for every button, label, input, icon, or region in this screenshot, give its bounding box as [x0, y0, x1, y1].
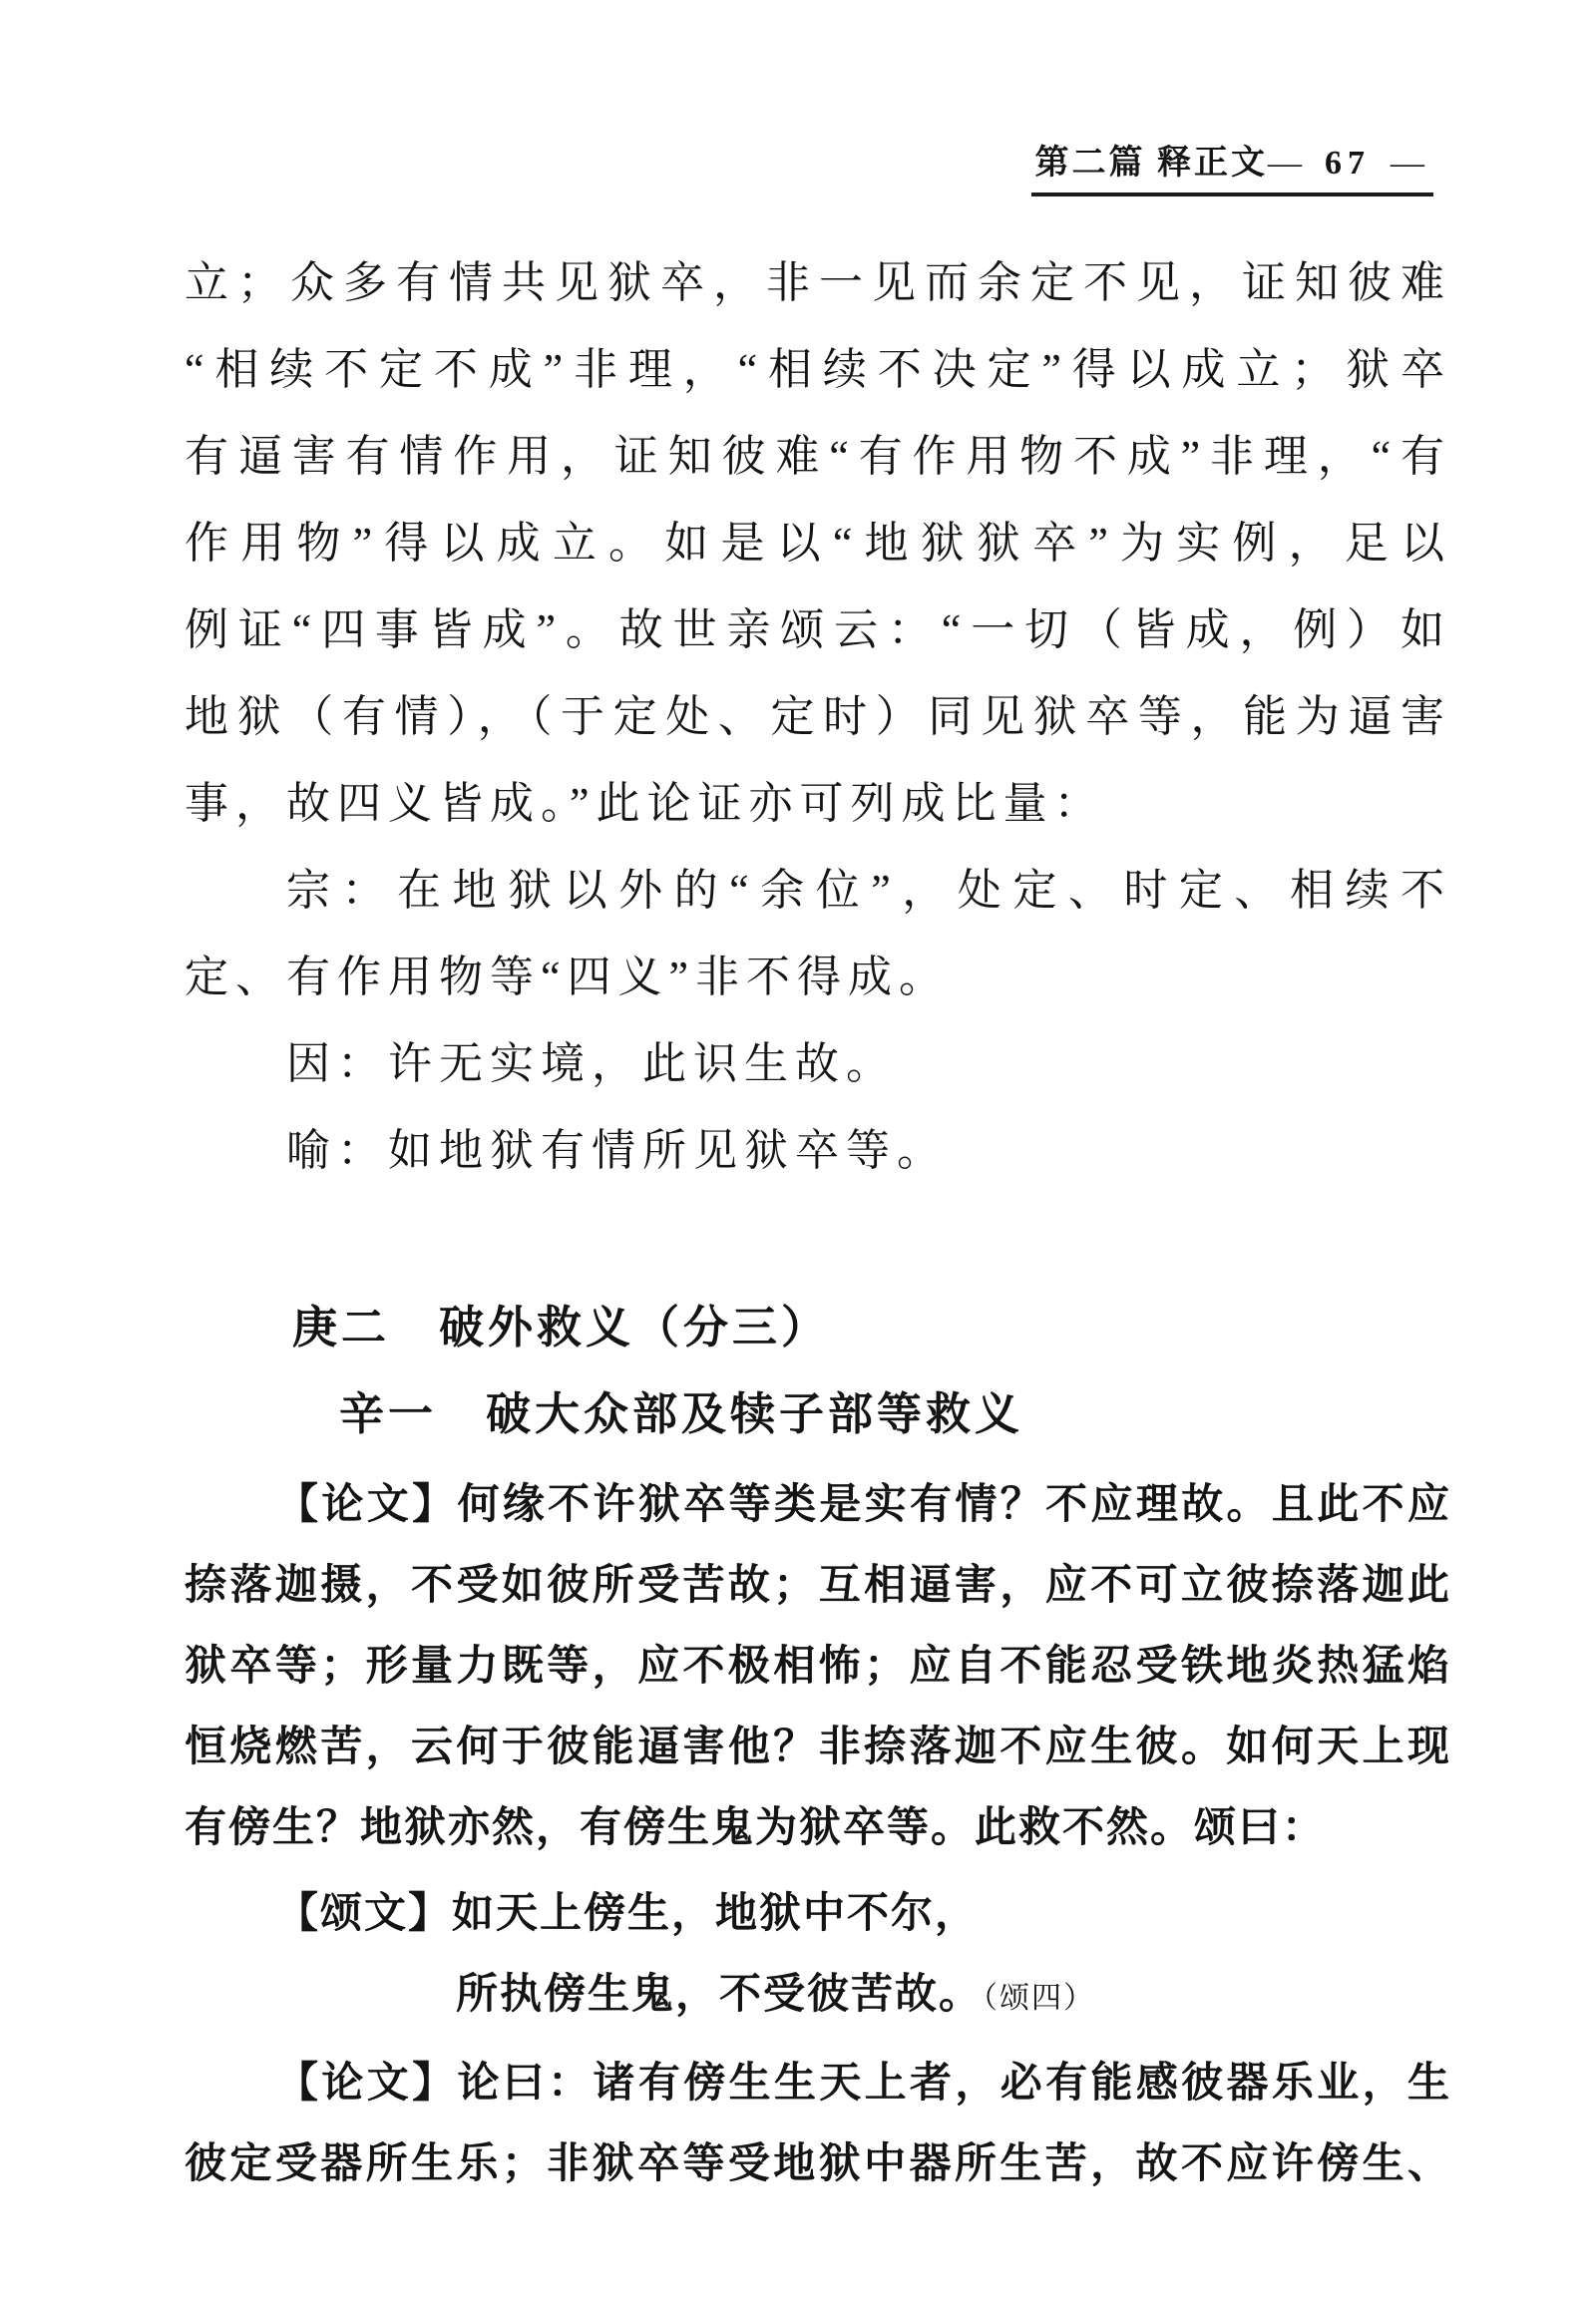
- section-heading-geng-er: 庚二 破外救义（分三）: [292, 1302, 831, 1352]
- continuation-line: 作用物”得以成立。如是以“地狱狱卒”为实例，足以: [185, 519, 1451, 568]
- lunwen-block-2: [185, 2042, 1451, 2203]
- continuation-line: 有逼害有情作用，证知彼难“有作用物不成”非理，“有: [185, 432, 1451, 481]
- header-dash-left: —: [1268, 145, 1305, 182]
- verse-number-note: （颂四）: [983, 1982, 1096, 2015]
- syllogism-yin-line: 因：许无实境，此识生故。: [286, 1039, 897, 1088]
- songwen-block: [185, 1872, 1451, 2039]
- verse-line: 【颂文】如天上傍生，地狱中不尔，: [276, 1889, 980, 1936]
- lunwen-line: 【论文】论曰：诸有傍生生天上者，必有能感彼器乐业，生: [276, 2059, 1451, 2106]
- text-column: [185, 239, 1451, 2203]
- lunwen-line: 恒烧燃苦，云何于彼能逼害他？非捺落迦不应生彼。如何天上现: [185, 1723, 1451, 1769]
- continuation-line: 立；众多有情共见狱卒，非一见而余定不见，证知彼难: [185, 258, 1451, 307]
- continuation-line: “相续不定不成”非理，“相续不决定”得以成立；狱卒: [185, 345, 1451, 394]
- lunwen-block-1: [185, 1463, 1451, 1867]
- page-number: 67: [1325, 145, 1371, 182]
- lunwen-line: 【论文】何缘不许狱卒等类是实有情？不应理故。且此不应: [276, 1480, 1451, 1527]
- continuation-line: 地狱（有情），（于定处、定时）同见狱卒等，能为逼害: [185, 692, 1451, 741]
- syllogism-zong-line: 宗：在地狱以外的“余位”，处定、时定、相续不: [286, 866, 1451, 915]
- continuation-line: 事，故四义皆成。”此论证亦可列成比量：: [185, 779, 1105, 828]
- continuation-line: 例证“四事皆成”。故世亲颂云：“一切（皆成，例）如: [185, 605, 1451, 654]
- header-dash-right: —: [1391, 145, 1427, 182]
- syllogism-yu-line: 喻：如地狱有情所见狱卒等。: [286, 1126, 948, 1175]
- lunwen-line: 狱卒等；形量力既等，应不极相怖；应自不能忍受铁地炎热猛焰: [185, 1642, 1451, 1689]
- header-section-title: 第二篇 释正文: [1034, 145, 1268, 182]
- verse-line: [185, 1953, 1451, 2039]
- running-header: [1031, 144, 1434, 196]
- verse-text: 所执傍生鬼，不受彼苦故。: [456, 1970, 984, 2017]
- lunwen-line: 有傍生？地狱亦然，有傍生鬼为狱卒等。此救不然。颂曰：: [185, 1803, 1327, 1850]
- lunwen-line: 彼定受器所生乐；非狱卒等受地狱中器所生苦，故不应许傍生、: [185, 2139, 1451, 2186]
- section-heading-xin-yi: 辛一 破大众部及犊子部等救义: [339, 1388, 1024, 1439]
- lunwen-line: 捺落迦摄，不受如彼所受苦故；互相逼害，应不可立彼捺落迦此: [185, 1561, 1451, 1608]
- syllogism-zong-line: 定、有作用物等“四义”非不得成。: [185, 953, 951, 1001]
